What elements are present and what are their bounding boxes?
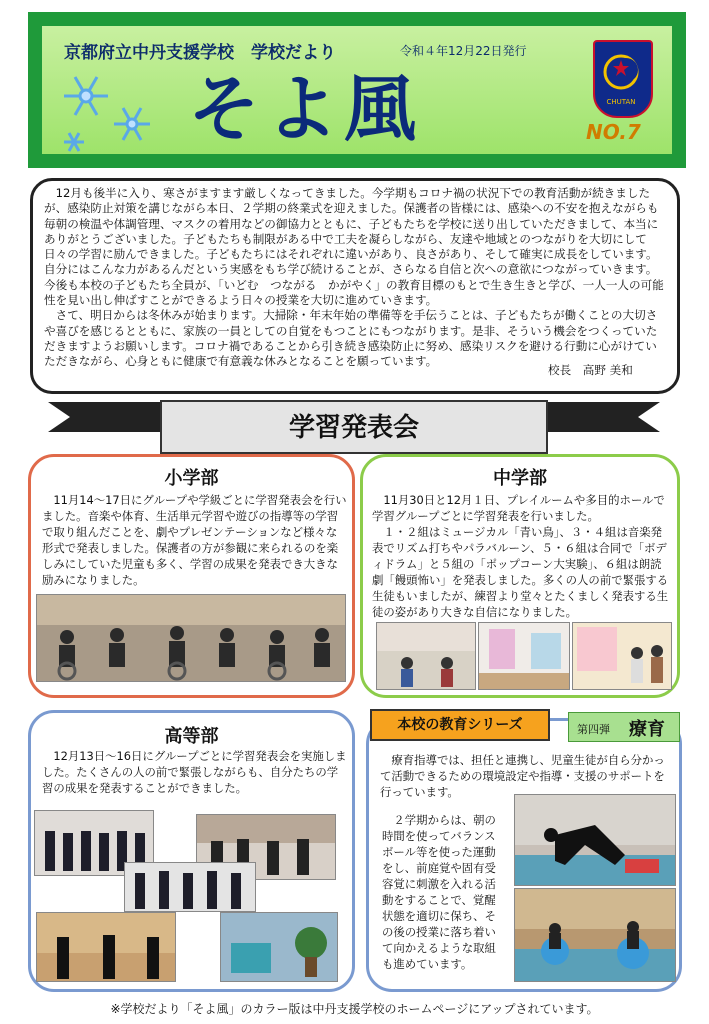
footer-note: ※学校だより「そよ風」のカラー版は中丹支援学校のホームページにアップされています。 [110, 1002, 599, 1016]
high-school-title: 高等部 [164, 726, 219, 747]
high-school-text [42, 748, 347, 796]
school-name: 京都府立中丹支援学校 学校だより [64, 43, 336, 63]
education-photo-1 [514, 794, 676, 886]
high-school-photo-3 [124, 862, 256, 912]
message-signer: 校長 高野 美和 [548, 363, 633, 377]
middle-text [372, 492, 672, 620]
high-school-photo-4 [36, 912, 176, 982]
middle-photo-1 [376, 622, 476, 690]
education-photo-2 [514, 888, 676, 982]
message-paragraph: さて、明日からは冬休みが始まります。大掃除・年末年始の準備等を手伝うことは、子どもたちが働くことの大切さや喜びを感じるとともに、家族の一員としての自覚をもつことにもつながります。是非、そういう機会をつくっていただきますようお願いします。コロナ禍であることから引き続き感染防止に努め、感染リスクを避ける行動に心がけていただきながら、心身ともに健康で有意義な休みとなることを願っています。 [44, 308, 658, 369]
snowflake-icon [54, 60, 164, 160]
elementary-title: 小学部 [164, 468, 219, 489]
middle-photo-3 [572, 622, 672, 690]
education-paragraph: 療育指導では、担任と連携し、児童生徒が自ら分かって活動できるための環境設定や指導・支援のサポートを行っています。 [380, 753, 665, 799]
series-volume-topic: 療育 [629, 719, 665, 740]
principal-message [44, 186, 668, 370]
middle-photo-2 [478, 622, 570, 690]
elementary-photo [36, 594, 346, 682]
crest-text: CHUTAN [606, 98, 636, 106]
elementary-text [42, 492, 347, 588]
section-banner-title: 学習発表会 [160, 400, 548, 454]
middle-title: 中学部 [493, 468, 547, 489]
middle-paragraph: １・２組はミュージカル「青い鳥」、３・４組は音楽発表でリズム打ちやパラバルーン、５・６組は合同で「ボディドラム」と５組の「ポップコーン大実験」、６組は朗読劇「饅頭怖い」を発表しました。多くの人の前で緊張する生徒もいましたが、練習より堂々とたくましく発表する生徒の姿があり大きな自信になりました。 [372, 525, 669, 619]
message-paragraph: 12月も後半に入り、寒さがますます厳しくなってきました。今学期もコロナ禍の状況下での教育活動が続きましたが、感染防止対策を講じながら本日、２学期の終業式を迎えました。保護者の皆様には、感染への不安を抱えながらも毎朝の検温や体調管理、マスクの着用などの御協力とともに、子どもたちを学校に送り出していただきまして、本当にありがとうございました。子どもたちも制限がある中で工夫を凝らしながら、友達や地域とのつながりを大切にして日々の学習に励んできました。子どもたちにはそれぞれに違いがあり、良さがあり、そして確実に成長をしています。自分にはこんな力があるんだという実感をもち学び続けることが、さらなる自信と次への意欲につながっていきます。今後も本校の子どもたち全員が、「いどむ つながる かがやく」の教育目標のもとで生き生きと学び、一人一人の可能性を見い出し伸ばすことができるよう日々の授業を大切に進めていきます。 [44, 186, 664, 308]
middle-paragraph: 11月30日と12月１日、プレイルームや多目的ホールで学習グループごとに学習発表を行いました。 [372, 493, 665, 523]
school-crest-logo [593, 40, 653, 118]
newsletter-title: そよ風 [188, 66, 423, 151]
education-text-1 [380, 752, 676, 800]
series-volume-tag [568, 712, 680, 742]
high-school-paragraph: 12月13日～16日にグループごとに学習発表会を実施しました。たくさんの人の前で緊張しながらも、自分たちの学習の成果を発表することができました。 [42, 749, 347, 795]
high-school-photo-5 [220, 912, 338, 982]
issue-date: 令和４年12月22日発行 [400, 44, 527, 58]
issue-number: NO.7 [586, 120, 641, 144]
education-paragraph: ２学期からは、朝の時間を使ってバランスボール等を使った運動をし、前庭覚や固有受容覚に刺激を入れる活動をすることで、覚醒状態を適切に保ち、その後の授業に落ち着いて向かえるような取組も進めています。 [382, 813, 496, 971]
elementary-paragraph: 11月14～17日にグループや学級ごとに学習発表会を行いました。音楽や体育、生活単元学習や遊びの指導等の学習で取り組んだことを、劇やプレゼンテーションなど様々な形式で発表しました。保護者の方が参観に来られるのを楽しみにしていた児童も多く、学習の成果を発表でき大きな励みになりました。 [42, 493, 347, 587]
series-volume-number: 第四弾 [577, 723, 610, 736]
education-text-2 [382, 812, 504, 972]
education-series-tag: 本校の教育シリーズ [370, 709, 550, 741]
